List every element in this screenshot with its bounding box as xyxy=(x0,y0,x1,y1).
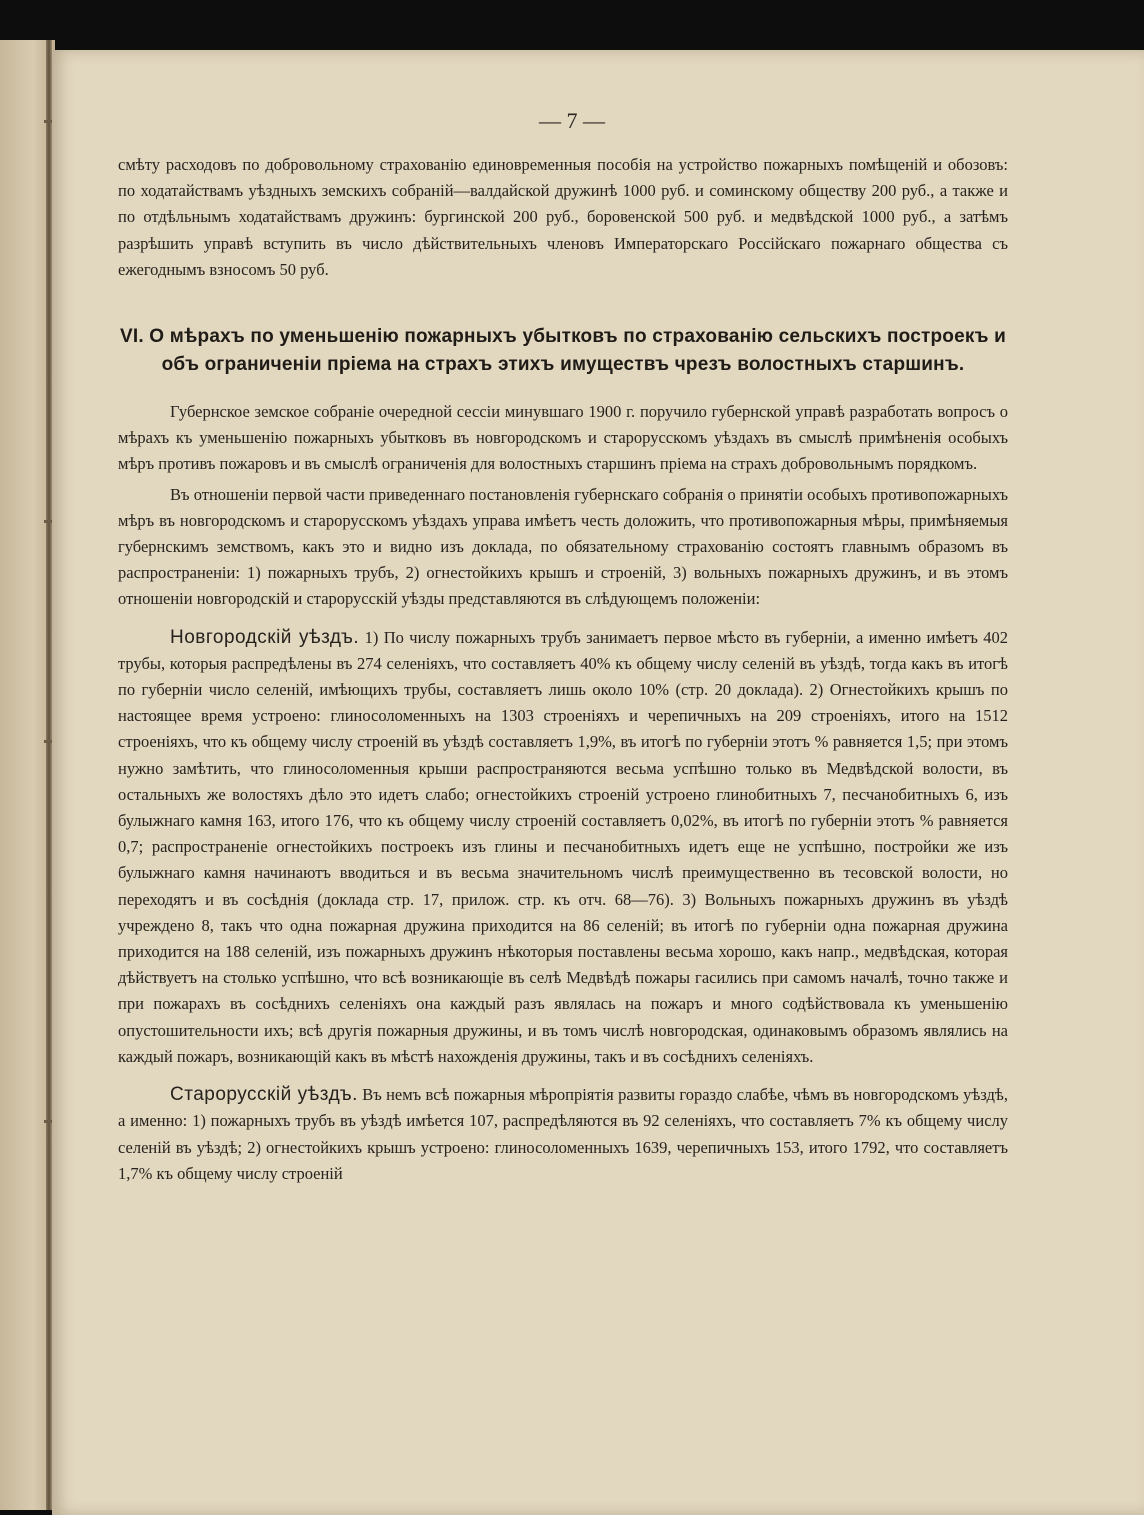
district-heading-novgorod: Новгородскій уѣздъ. xyxy=(170,626,360,648)
page-number: — 7 — xyxy=(539,108,605,133)
paragraph-fire-measures: Въ отношеніи первой части приведеннаго постановленія губернскаго собранія о принятіи особыхъ противопожарныхъ мѣръ въ новгородскомъ и старорусскомъ уѣздахъ управа имѣетъ честь доложить, что противопожарныя мѣры, примѣняемыя губернскимъ земствомъ, какъ это и видно изъ доклада, по обязательному страхованію состоятъ главнымъ образомъ въ распространеніи: 1) пожарныхъ трубъ, 2) огнестойкихъ крышъ и строеній, 3) вольныхъ пожарныхъ дружинъ, и въ этомъ отношеніи новгородскій и старорусскій уѣзды представляются въ слѣдующемъ положеніи: xyxy=(118,484,1008,609)
staraya-russa-text: Въ немъ всѣ пожарныя мѣропріятія развиты гораздо слабѣе, чѣмъ въ новгородскомъ уѣздѣ, а именно: 1) пожарныхъ трубъ въ уѣздѣ имѣется 107, распредѣляются въ 92 селеніяхъ, что составляетъ 7% къ общему числу селеній въ уѣздѣ; 2) огнестойкихъ крышъ устроено: глиносоломенныхъ 1639, черепичныхъ 153, итого 1792, что составляетъ 1,7% къ общему числу строеній xyxy=(118,1085,1008,1183)
paragraph-assembly-order: Губернское земское собраніе очередной сессіи минувшаго 1900 г. поручило губернской управѣ разработать вопросъ о мѣрахъ къ уменьшенію пожарныхъ убытковъ въ новгородскомъ и старорусскомъ уѣздахъ въ смыслѣ примѣненія особыхъ мѣръ противъ пожаровъ и въ смыслѣ ограниченія для волостныхъ старшинъ пріема на страхъ добровольнымъ порядкомъ. xyxy=(118,402,1008,474)
intro-paragraph: смѣту расходовъ по добровольному страхованію единовременныя пособія на устройство пожарныхъ помѣщеній и обозовъ: по ходатайствамъ уѣздныхъ земскихъ собраній—валдайской дружинѣ 1000 руб. и соминскому обществу 200 руб., а также и по отдѣльнымъ ходатайствамъ дружинъ: бургинской 200 руб., боровенской 500 руб. и медвѣдской 1000 руб., а затѣмъ разрѣшить управѣ вступить въ число дѣйствительныхъ членовъ Императорскаго Россійскаго пожарнаго общества съ ежегоднымъ взносомъ 50 руб. xyxy=(118,155,1008,279)
paragraph-staraya-russa xyxy=(118,1082,1008,1187)
district-heading-staraya-russa: Старорусскій уѣздъ. xyxy=(170,1084,358,1106)
paragraph-novgorod xyxy=(118,625,1008,1070)
novgorod-text: 1) По числу пожарныхъ трубъ занимаетъ первое мѣсто въ губерніи, а именно имѣетъ 402 трубы, которыя распредѣлены въ 274 селеніяхъ, что составляетъ 40% къ общему числу селеній въ уѣздѣ, тогда какъ въ итогѣ по губерніи число селеній, имѣющихъ трубы, составляетъ лишь около 10% (стр. 20 доклада). 2) Огнестойкихъ крышъ по настоящее время устроено: глиносоломенныхъ на 1303 строеніяхъ и черепичныхъ на 209 строеніяхъ, итого на 1512 строеніяхъ, что къ общему числу строеній въ уѣздѣ составляетъ 1,9%, въ итогѣ по губерніи этотъ % равняется 1,5; при этомъ нужно замѣтить, что глиносоломенныя крыши распространяются весьма успѣшно только въ Медвѣдской волости, въ остальныхъ же волостяхъ дѣло это идетъ слабо; огнестойкихъ строеній устроено глинобитныхъ 7, песчанобитныхъ 6, изъ булыжнаго камня 163, итого 176, что къ общему числу строеній составляетъ 0,02%, въ итогѣ по губерніи этотъ % равняется 0,7; распространеніе огнестойкихъ построекъ изъ глины и песчанобитныхъ идетъ еще не успѣшно, постройки же изъ булыжнаго камня начинаютъ вводиться и въ весьма значительномъ числѣ преимущественно въ тесовской волости, но переходятъ и въ сосѣднія (доклада стр. 17, прилож. стр. къ отч. 68—76). 3) Вольныхъ пожарныхъ дружинъ въ уѣздѣ учреждено 8, такъ что одна пожарная дружина приходится на 86 селеній; въ итогѣ по губерніи одна пожарная дружина приходится на 188 селеній, изъ пожарныхъ дружинъ нѣкоторыя поставлены весьма хорошо, какъ напр., медвѣдская, которая дѣйствуетъ на столько успѣшно, что всѣ возникающіе въ селѣ Медвѣдѣ пожары гасились при самомъ началѣ, точно также и при пожарахъ въ сосѣднихъ селеніяхъ она каждый разъ являлась на пожаръ и много содѣйствовала къ уменьшенію опустошительности ихъ; всѣ другія пожарныя дружины, и въ томъ числѣ новгородская, одинаковымъ образомъ являлись на каждый пожаръ, возникающій какъ въ мѣстѣ нахожденія дружины, такъ и въ сосѣднихъ селеніяхъ. xyxy=(118,627,1008,1066)
section-heading: VI. О мѣрахъ по уменьшенію пожарныхъ убытковъ по страхованію сельскихъ построекъ и объ ограниченіи пріема на страхъ этихъ имуществъ чрезъ волостныхъ старшинъ. xyxy=(119,326,1006,376)
page-body xyxy=(118,152,1008,1187)
